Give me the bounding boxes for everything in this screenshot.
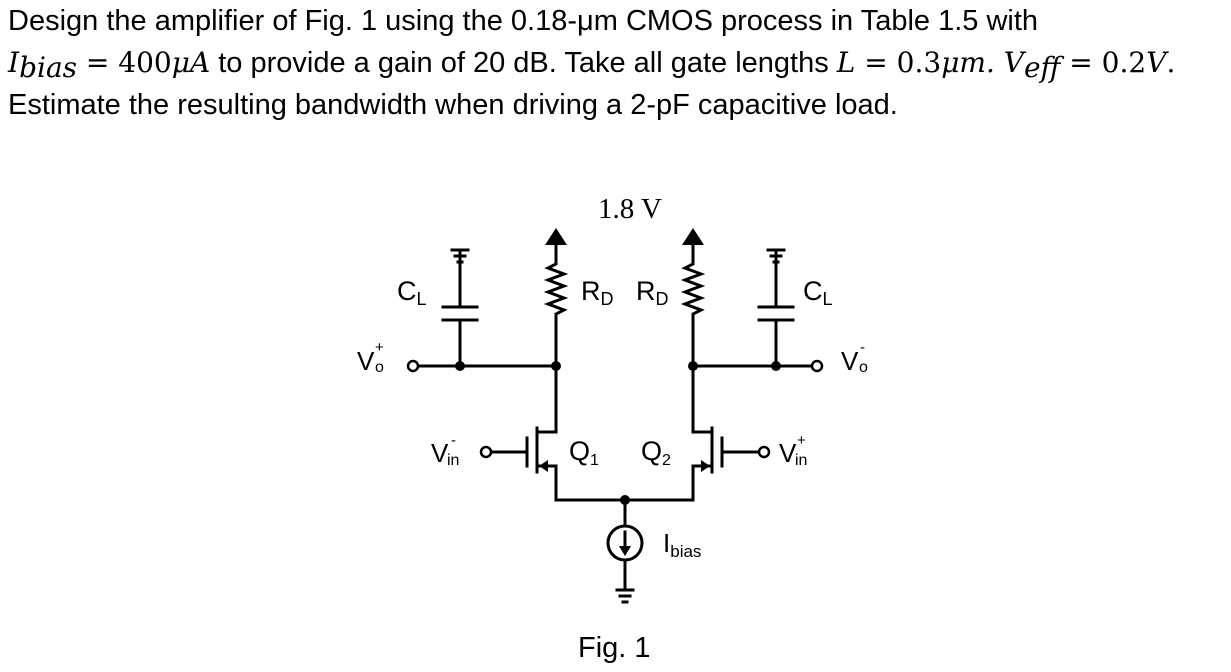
- ibias-label: Ibias: [663, 528, 702, 561]
- length-value: = 0.3: [855, 46, 942, 79]
- junction-dot-drain-left: [551, 361, 561, 371]
- problem-line-2-text: to provide a gain of 20 dB. Take all gate lengths: [210, 47, 837, 79]
- veff-value: = 0.2: [1060, 46, 1147, 79]
- vin-plus-label: [779, 432, 807, 469]
- mu-symbol: μ: [171, 46, 190, 79]
- cl-left-label: CL: [397, 276, 427, 309]
- resistor-rd-right: [685, 262, 701, 366]
- svg-text:+: +: [797, 432, 806, 449]
- svg-text:V: V: [779, 438, 797, 468]
- junction-dot-drain-right: [688, 361, 698, 371]
- terminal-vin-plus: [759, 447, 769, 457]
- figure-caption: Fig. 1: [578, 632, 651, 664]
- svg-text:o: o: [859, 359, 868, 376]
- vin-minus-label: [431, 432, 459, 469]
- junction-dots: [455, 361, 781, 505]
- svg-text:o: o: [375, 359, 384, 376]
- veff-subscript: eff: [1023, 51, 1061, 84]
- capacitor-cl-right: [759, 250, 793, 366]
- transistor-q2: [693, 366, 760, 500]
- svg-text:+: +: [375, 339, 384, 356]
- ibias-value: = 400: [77, 46, 172, 79]
- svg-text:-: -: [860, 339, 865, 356]
- ibias-subscript: bias: [19, 51, 78, 84]
- svg-text:V: V: [431, 438, 449, 468]
- current-source-ibias: [608, 526, 642, 590]
- volt-unit: V: [1146, 46, 1167, 79]
- ampere-unit: A: [189, 46, 211, 79]
- capacitor-cl-left: [443, 250, 477, 366]
- svg-text:in: in: [447, 452, 460, 469]
- period: .: [1166, 46, 1176, 79]
- meter-unit: m.: [959, 46, 1004, 79]
- cl-right-label: CL: [803, 276, 833, 309]
- transistor-q1: [490, 366, 556, 500]
- problem-line-1: Design the amplifier of Fig. 1 using the 0.18-μm CMOS process in Table 1.5 with: [8, 5, 1039, 37]
- rd-left-label: RD: [581, 276, 614, 309]
- length-symbol: L: [836, 46, 856, 79]
- supply-arrow-right: [682, 228, 704, 262]
- svg-text:V: V: [357, 346, 375, 376]
- junction-dot-tail: [620, 495, 630, 505]
- problem-line-3: Estimate the resulting bandwidth when driving a 2-pF capacitive load.: [8, 89, 898, 121]
- junction-dot-cl-left: [455, 361, 465, 371]
- q1-label: Q1: [569, 436, 599, 469]
- ibias-symbol: I: [8, 46, 20, 79]
- veff-symbol: V: [1003, 46, 1024, 79]
- svg-text:V: V: [841, 346, 859, 376]
- vo-minus-label: [841, 339, 868, 376]
- ground-ibias: [617, 590, 633, 602]
- rd-right-label: RD: [636, 276, 669, 309]
- supply-arrow-left: [545, 228, 567, 262]
- q2-label: Q2: [641, 436, 671, 469]
- junction-dot-cl-right: [771, 361, 781, 371]
- terminal-vo-plus: [408, 361, 418, 371]
- terminal-vo-minus: [812, 361, 822, 371]
- resistor-rd-left: [548, 262, 564, 366]
- svg-text:-: -: [451, 432, 456, 449]
- svg-text:in: in: [795, 452, 808, 469]
- vo-plus-label: [357, 339, 384, 376]
- mu-symbol-2: μ: [941, 46, 960, 79]
- terminal-vin-minus: [481, 447, 491, 457]
- supply-voltage-label: 1.8 V: [598, 193, 662, 225]
